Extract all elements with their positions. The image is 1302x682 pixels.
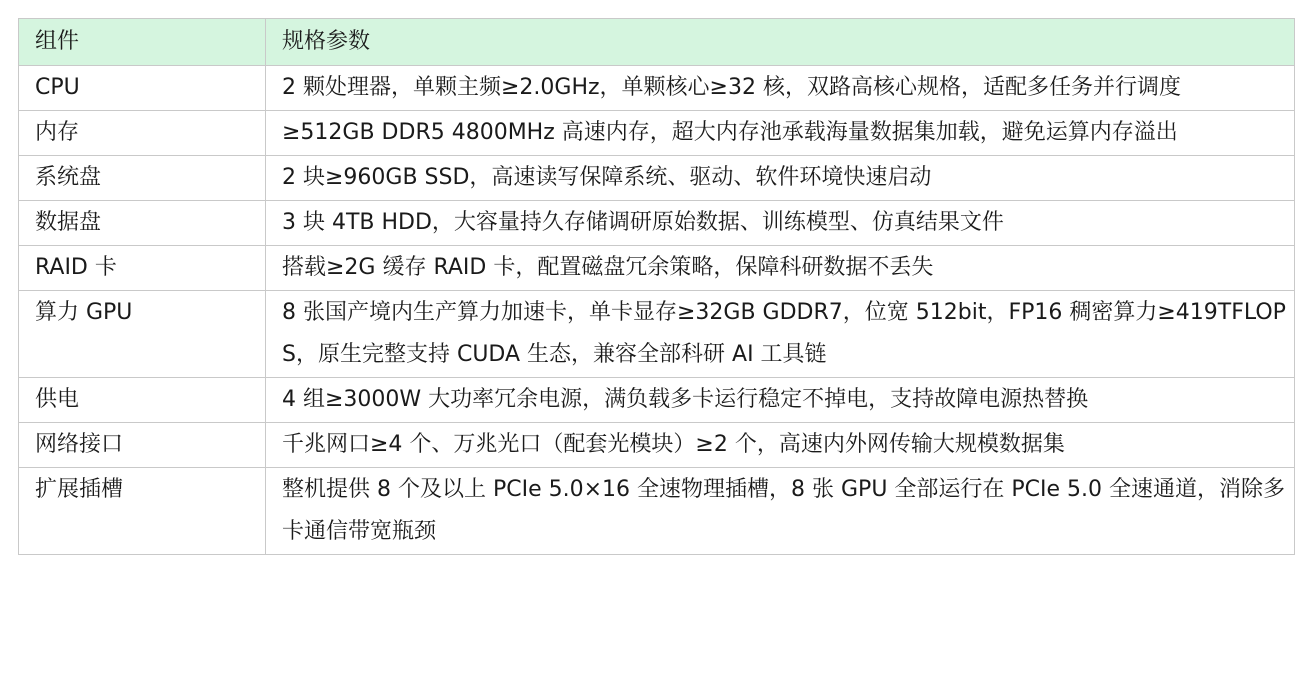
row-spec: 8 张国产境内生产算力加速卡，单卡显存≥32GB GDDR7，位宽 512bit，FP16 稠密算力≥419TFLOPS，原生完整支持 CUDA 生态，兼容全部科研 AI 工具链 [266,291,1295,378]
row-component: 系统盘 [19,156,266,201]
row-spec: 2 块≥960GB SSD，高速读写保障系统、驱动、软件环境快速启动 [266,156,1295,201]
table-row [19,378,1295,423]
table-row [19,423,1295,468]
table-row [19,201,1295,246]
spec-document [18,18,1294,555]
spec-table [18,18,1295,555]
row-component: 网络接口 [19,423,266,468]
row-spec: 3 块 4TB HDD，大容量持久存储调研原始数据、训练模型、仿真结果文件 [266,201,1295,246]
row-component: 扩展插槽 [19,468,266,555]
row-spec: 搭载≥2G 缓存 RAID 卡，配置磁盘冗余策略，保障科研数据不丢失 [266,246,1295,291]
table-row [19,111,1295,156]
table-row [19,246,1295,291]
header-spec: 规格参数 [266,19,1295,66]
row-spec: 4 组≥3000W 大功率冗余电源，满负载多卡运行稳定不掉电，支持故障电源热替换 [266,378,1295,423]
header-component: 组件 [19,19,266,66]
row-component: RAID 卡 [19,246,266,291]
row-component: 算力 GPU [19,291,266,378]
row-component: CPU [19,66,266,111]
row-spec: ≥512GB DDR5 4800MHz 高速内存，超大内存池承载海量数据集加载，避免运算内存溢出 [266,111,1295,156]
table-row [19,66,1295,111]
table-row [19,291,1295,378]
table-header-row [19,19,1295,66]
table-row [19,468,1295,555]
row-component: 数据盘 [19,201,266,246]
row-component: 供电 [19,378,266,423]
table-row [19,156,1295,201]
row-spec: 千兆网口≥4 个、万兆光口（配套光模块）≥2 个，高速内外网传输大规模数据集 [266,423,1295,468]
row-spec: 2 颗处理器，单颗主频≥2.0GHz，单颗核心≥32 核，双路高核心规格，适配多任务并行调度 [266,66,1295,111]
row-component: 内存 [19,111,266,156]
row-spec: 整机提供 8 个及以上 PCIe 5.0×16 全速物理插槽，8 张 GPU 全部运行在 PCIe 5.0 全速通道，消除多卡通信带宽瓶颈 [266,468,1295,555]
